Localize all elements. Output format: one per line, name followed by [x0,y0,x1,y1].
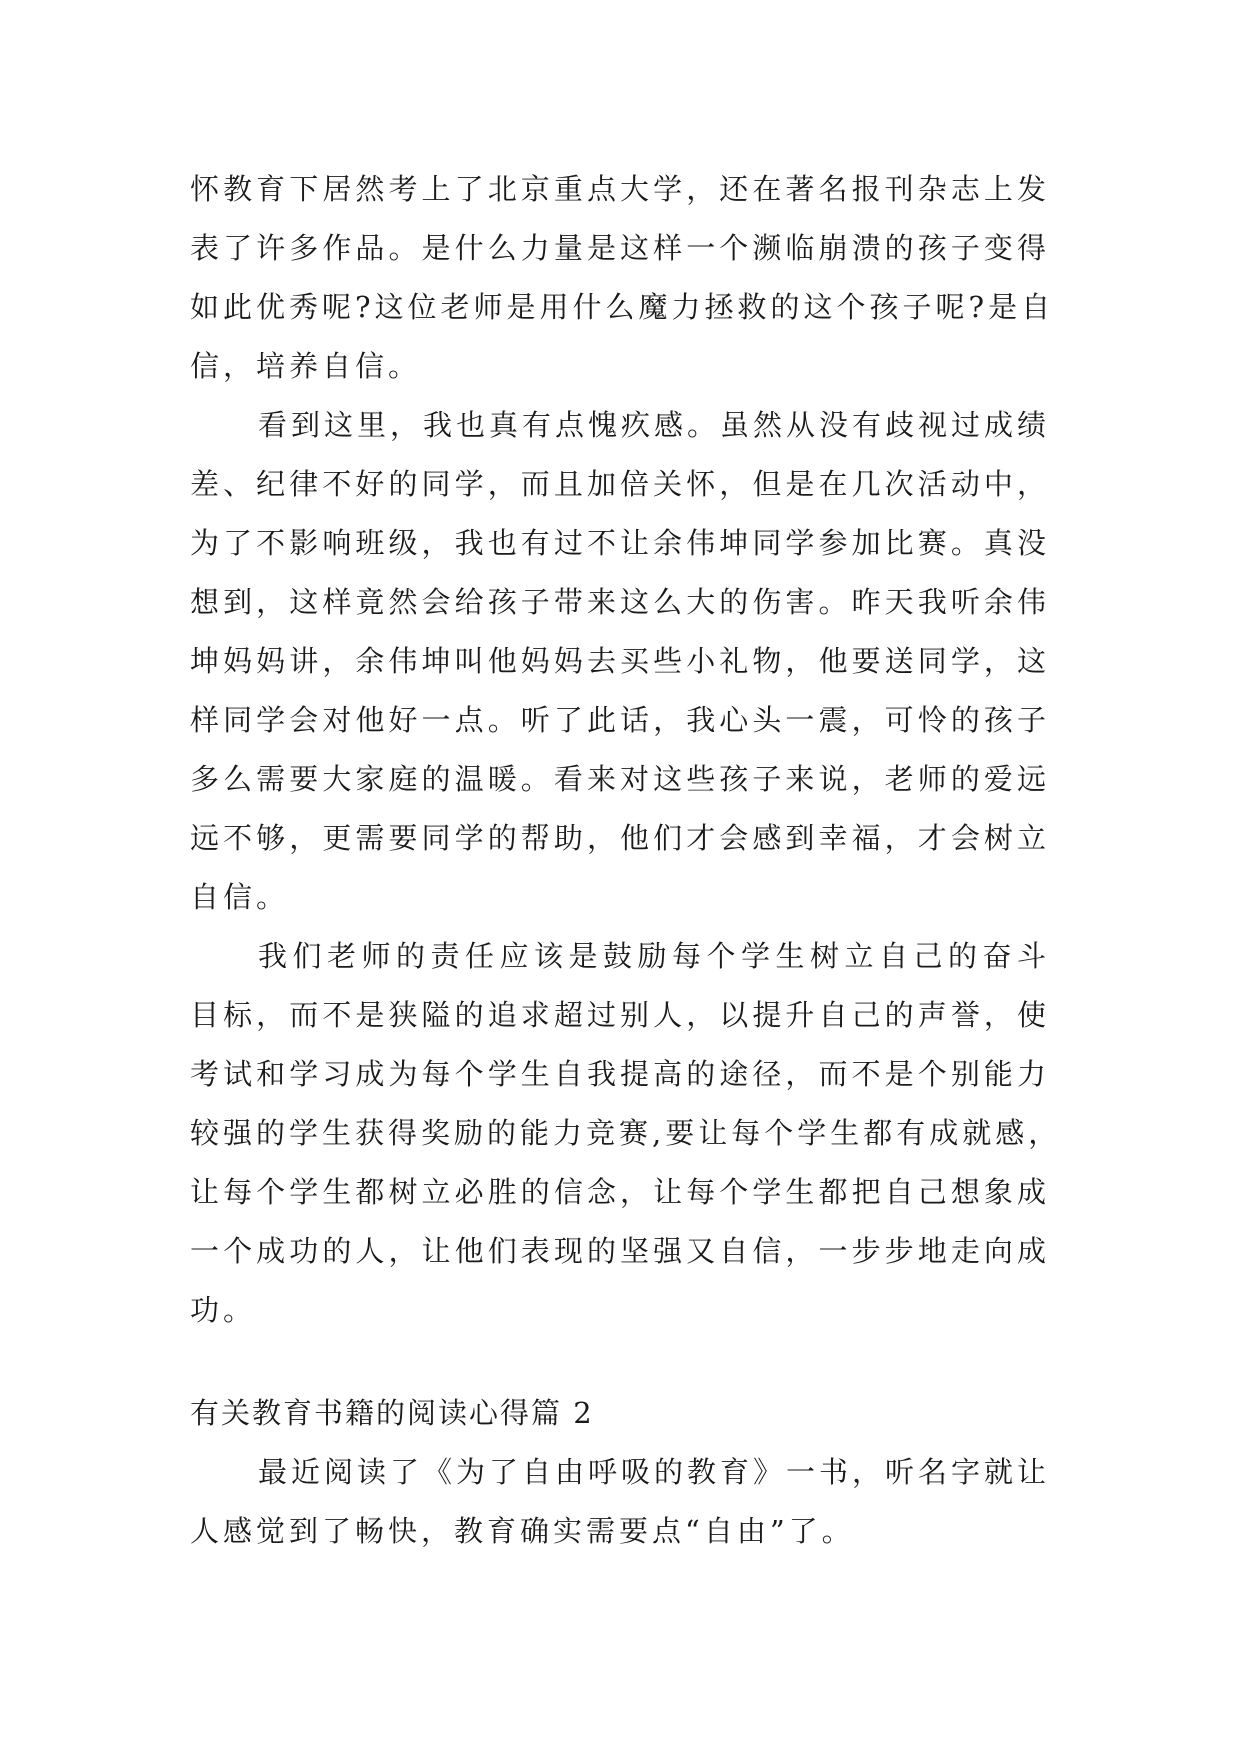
text-line: 较强的学生获得奖励的能力竞赛,要让每个学生都有成就感， [190,1116,1062,1150]
paragraph-1 [190,160,1055,396]
paragraph-2 [190,396,1050,927]
text-line: 坤妈妈讲，余伟坤叫他妈妈去买些小礼物，他要送同学，这 [190,644,1050,678]
text-line: 自信。 [190,880,290,914]
text-line: 让每个学生都树立必胜的信念，让每个学生都把自己想象成 [190,1175,1050,1209]
text-line: 为了不影响班级，我也有过不让余伟坤同学参加比赛。真没 [190,526,1050,560]
paragraph-4 [190,1443,1050,1561]
section-heading: 有关教育书籍的阅读心得篇 2 [190,1396,594,1430]
text-line: 想到，这样竟然会给孩子带来这么大的伤害。昨天我听余伟 [190,585,1050,619]
text-line: 功。 [190,1293,257,1327]
document-page [190,160,1062,1561]
paragraph-3 [190,927,1062,1340]
text-line: 差、纪律不好的同学，而且加倍关怀，但是在几次活动中， [190,467,1050,501]
text-line: 多么需要大家庭的温暖。看来对这些孩子来说，老师的爱远 [190,762,1050,796]
text-line: 表了许多作品。是什么力量是这样一个濒临崩溃的孩子变得 [190,231,1050,265]
text-line: 我们老师的责任应该是鼓励每个学生树立自己的奋斗 [258,939,1050,973]
section-spacer [190,1340,1050,1384]
text-line: 样同学会对他好一点。听了此话，我心头一震，可怜的孩子 [190,703,1050,737]
text-line: 怀教育下居然考上了北京重点大学，还在著名报刊杂志上发 [190,172,1050,206]
text-line: 如此优秀呢?这位老师是用什么魔力拯救的这个孩子呢?是自 [190,290,1055,324]
text-line: 看到这里，我也真有点愧疚感。虽然从没有歧视过成绩 [258,408,1051,442]
text-line: 目标，而不是狭隘的追求超过别人，以提升自己的声誉，使 [190,998,1050,1032]
text-line: 远不够，更需要同学的帮助，他们才会感到幸福，才会树立 [190,821,1050,855]
text-line: 考试和学习成为每个学生自我提高的途径，而不是个别能力 [190,1057,1050,1091]
text-line: 信，培养自信。 [190,349,422,383]
text-line: 人感觉到了畅快，教育确实需要点“自由”了。 [190,1514,855,1548]
text-line: 最近阅读了《为了自由呼吸的教育》一书，听名字就让 [258,1455,1051,1489]
text-line: 一个成功的人，让他们表现的坚强又自信，一步步地走向成 [190,1234,1050,1268]
